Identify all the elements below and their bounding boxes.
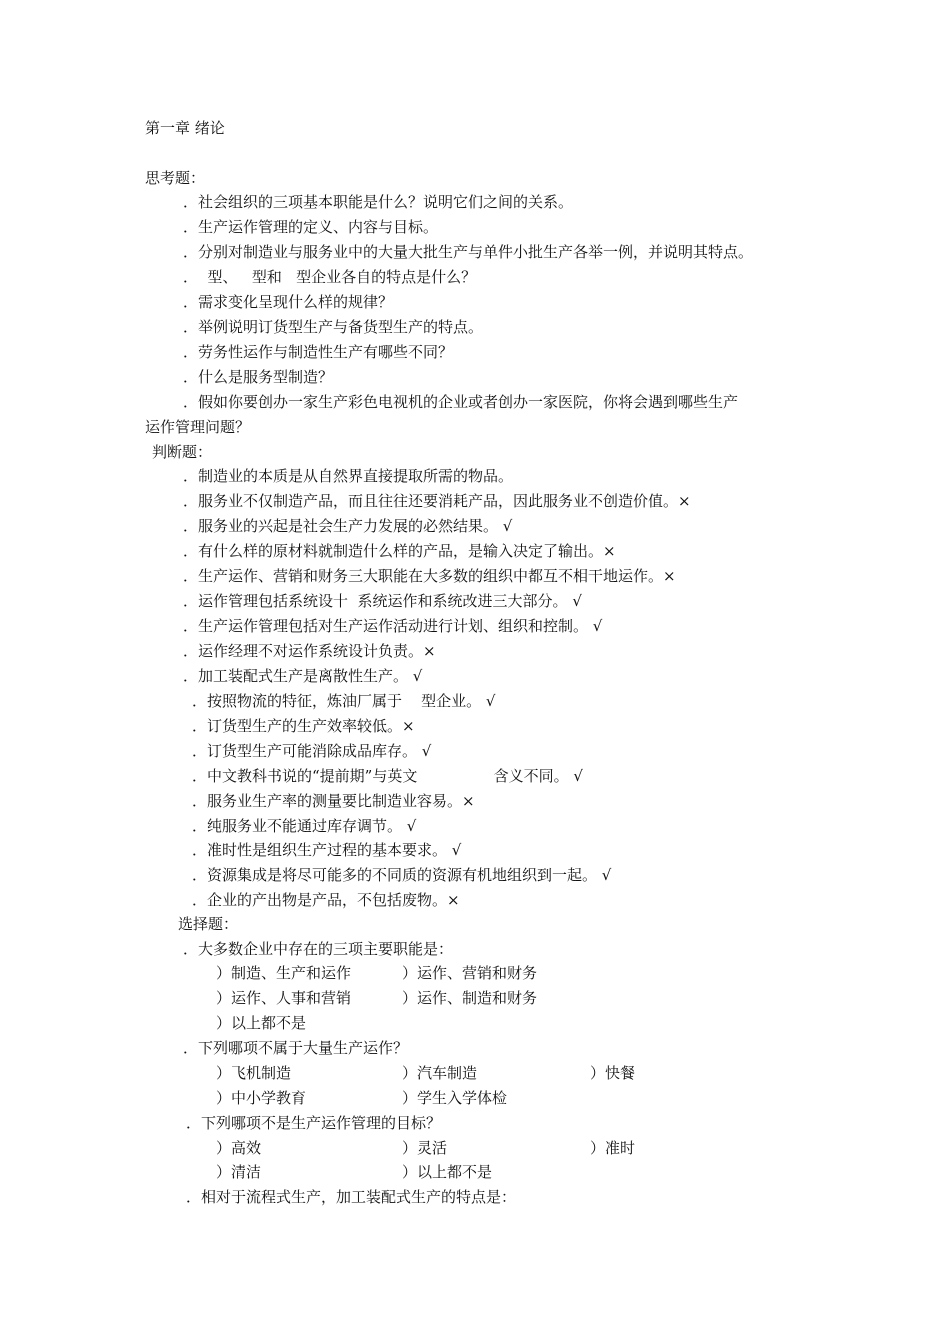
think-item bbox=[183, 342, 453, 362]
judge-item bbox=[192, 865, 611, 885]
think-item-text: 需求变化呈现什么样的规律？ bbox=[198, 293, 394, 311]
bullet-dot: ． bbox=[183, 218, 199, 236]
think-item-text: 分别对制造业与服务业中的大量大批生产与单件小批生产各举一例，并说明其特点。 bbox=[198, 243, 754, 261]
think-item bbox=[183, 242, 753, 262]
think-item-text: 举例说明订货型生产与备货型生产的特点。 bbox=[198, 318, 484, 336]
judge-item bbox=[192, 741, 431, 761]
bullet-dot: ． bbox=[183, 343, 199, 361]
choice-option: ）准时 bbox=[590, 1139, 636, 1157]
bullet-dot: ． bbox=[183, 368, 199, 386]
choice-stem-text: 相对于流程式生产，加工装配式生产的特点是： bbox=[201, 1188, 517, 1206]
judge-item bbox=[192, 766, 583, 786]
judge-item-text: 服务业的兴起是社会生产力发展的必然结果。 √ bbox=[198, 517, 513, 535]
judge-item bbox=[192, 791, 475, 811]
judge-item bbox=[183, 591, 582, 611]
section-heading-choice: 选择题： bbox=[178, 915, 239, 933]
bullet-dot: ． bbox=[183, 617, 199, 635]
judge-item bbox=[192, 840, 461, 860]
judge-item bbox=[183, 466, 513, 486]
think-item-text: 假如你要创办一家生产彩色电视机的企业或者创办一家医院，你将会遇到哪些生产 bbox=[198, 393, 739, 411]
bullet-dot: ． bbox=[192, 742, 208, 760]
judge-item bbox=[192, 816, 416, 836]
chapter-title: 第一章 绪论 bbox=[145, 119, 225, 137]
judge-item-text: 中文教科书说的“提前期”与英文 含义不同。 √ bbox=[207, 767, 583, 785]
section-heading-think: 思考题： bbox=[145, 169, 206, 187]
judge-item-text: 生产运作管理包括对生产运作活动进行计划、组织和控制。 √ bbox=[198, 617, 603, 635]
choice-option: ）飞机制造 bbox=[216, 1064, 292, 1082]
choice-option: ）高效 bbox=[216, 1139, 262, 1157]
choice-option: ）运作、营销和财务 bbox=[402, 964, 538, 982]
bullet-dot: ． bbox=[183, 667, 199, 685]
judge-item-text: 订货型生产的生产效率较低。× bbox=[207, 717, 415, 735]
think-item-text: 劳务性运作与制造性生产有哪些不同？ bbox=[198, 343, 454, 361]
bullet-dot: ． bbox=[186, 1114, 202, 1132]
judge-item bbox=[183, 491, 691, 511]
bullet-dot: ． bbox=[183, 567, 199, 585]
bullet-dot: ． bbox=[183, 268, 199, 286]
think-item bbox=[183, 367, 333, 387]
judge-item-text: 按照物流的特征，炼油厂属于 型企业。 √ bbox=[207, 692, 496, 710]
judge-item bbox=[183, 541, 616, 561]
judge-item-text: 服务业生产率的测量要比制造业容易。× bbox=[207, 792, 475, 810]
judge-item-text: 制造业的本质是从自然界直接提取所需的物品。 bbox=[198, 467, 514, 485]
bullet-dot: ． bbox=[183, 1039, 199, 1057]
judge-item-text: 订货型生产可能消除成品库存。 √ bbox=[207, 742, 432, 760]
choice-option: ）制造、生产和运作 bbox=[216, 964, 352, 982]
bullet-dot: ． bbox=[183, 293, 199, 311]
judge-item-text: 准时性是组织生产过程的基本要求。 √ bbox=[207, 841, 462, 859]
judge-item-text: 加工装配式生产是离散性生产。 √ bbox=[198, 667, 423, 685]
think-item bbox=[183, 317, 483, 337]
bullet-dot: ． bbox=[192, 841, 208, 859]
bullet-dot: ． bbox=[192, 866, 208, 884]
choice-option: ）汽车制造 bbox=[402, 1064, 478, 1082]
think-item-continuation: 运作管理问题？ bbox=[145, 418, 251, 436]
choice-option: ）快餐 bbox=[590, 1064, 636, 1082]
bullet-dot: ． bbox=[192, 792, 208, 810]
think-item bbox=[183, 292, 393, 312]
judge-item-text: 资源集成是将尽可能多的不同质的资源有机地组织到一起。 √ bbox=[207, 866, 612, 884]
bullet-dot: ． bbox=[192, 717, 208, 735]
choice-stem-text: 下列哪项不是生产运作管理的目标？ bbox=[201, 1114, 442, 1132]
bullet-dot: ． bbox=[192, 692, 208, 710]
judge-item-text: 企业的产出物是产品，不包括废物。× bbox=[207, 891, 460, 909]
bullet-dot: ． bbox=[183, 517, 199, 535]
bullet-dot: ． bbox=[192, 767, 208, 785]
bullet-dot: ． bbox=[183, 193, 199, 211]
choice-question-stem bbox=[183, 939, 453, 959]
bullet-dot: ． bbox=[183, 318, 199, 336]
choice-option: ）中小学教育 bbox=[216, 1089, 307, 1107]
judge-item-text: 有什么样的原材料就制造什么样的产品，是输入决定了输出。× bbox=[198, 542, 616, 560]
choice-option: ）运作、制造和财务 bbox=[402, 989, 538, 1007]
choice-question-stem bbox=[186, 1113, 441, 1133]
judge-item bbox=[192, 890, 460, 910]
section-heading-judge: 判断题： bbox=[152, 443, 213, 461]
choice-stem-text: 大多数企业中存在的三项主要职能是： bbox=[198, 940, 454, 958]
choice-stem-text: 下列哪项不属于大量生产运作？ bbox=[198, 1039, 409, 1057]
think-item-text: 生产运作管理的定义、内容与目标。 bbox=[198, 218, 439, 236]
choice-option: ）学生入学体检 bbox=[402, 1089, 508, 1107]
judge-item bbox=[192, 716, 415, 736]
bullet-dot: ． bbox=[186, 1188, 202, 1206]
bullet-dot: ． bbox=[183, 940, 199, 958]
choice-option: ）清洁 bbox=[216, 1163, 262, 1181]
think-item bbox=[183, 192, 573, 212]
judge-item-text: 服务业不仅制造产品，而且往往还要消耗产品，因此服务业不创造价值。× bbox=[198, 492, 691, 510]
judge-item bbox=[183, 516, 512, 536]
bullet-dot: ． bbox=[183, 393, 199, 411]
bullet-dot: ． bbox=[192, 817, 208, 835]
bullet-dot: ． bbox=[183, 243, 199, 261]
bullet-dot: ． bbox=[183, 467, 199, 485]
bullet-dot: ． bbox=[183, 492, 199, 510]
bullet-dot: ． bbox=[183, 642, 199, 660]
judge-item bbox=[183, 616, 602, 636]
choice-option: ）以上都不是 bbox=[216, 1014, 307, 1032]
judge-item-text: 纯服务业不能通过库存调节。 √ bbox=[207, 817, 417, 835]
choice-option: ）运作、人事和营销 bbox=[216, 989, 352, 1007]
bullet-dot: ． bbox=[183, 592, 199, 610]
think-item bbox=[183, 267, 476, 287]
judge-item-text: 生产运作、营销和财务三大职能在大多数的组织中都互不相干地运作。× bbox=[198, 567, 676, 585]
think-item-text: 什么是服务型制造？ bbox=[198, 368, 334, 386]
choice-option: ）以上都不是 bbox=[402, 1163, 493, 1181]
judge-item-text: 运作管理包括系统设十 系统运作和系统改进三大部分。 √ bbox=[198, 592, 582, 610]
think-item bbox=[183, 392, 738, 412]
bullet-dot: ． bbox=[183, 542, 199, 560]
choice-option: ）灵活 bbox=[402, 1139, 448, 1157]
choice-question-stem bbox=[186, 1187, 516, 1207]
think-item-text: 型、 型和 型企业各自的特点是什么？ bbox=[198, 268, 477, 286]
judge-item-text: 运作经理不对运作系统设计负责。× bbox=[198, 642, 436, 660]
think-item bbox=[183, 217, 438, 237]
judge-item bbox=[183, 641, 436, 661]
judge-item bbox=[192, 691, 495, 711]
choice-question-stem bbox=[183, 1038, 408, 1058]
judge-item bbox=[183, 566, 676, 586]
think-item-text: 社会组织的三项基本职能是什么？说明它们之间的关系。 bbox=[198, 193, 574, 211]
bullet-dot: ． bbox=[192, 891, 208, 909]
judge-item bbox=[183, 666, 422, 686]
